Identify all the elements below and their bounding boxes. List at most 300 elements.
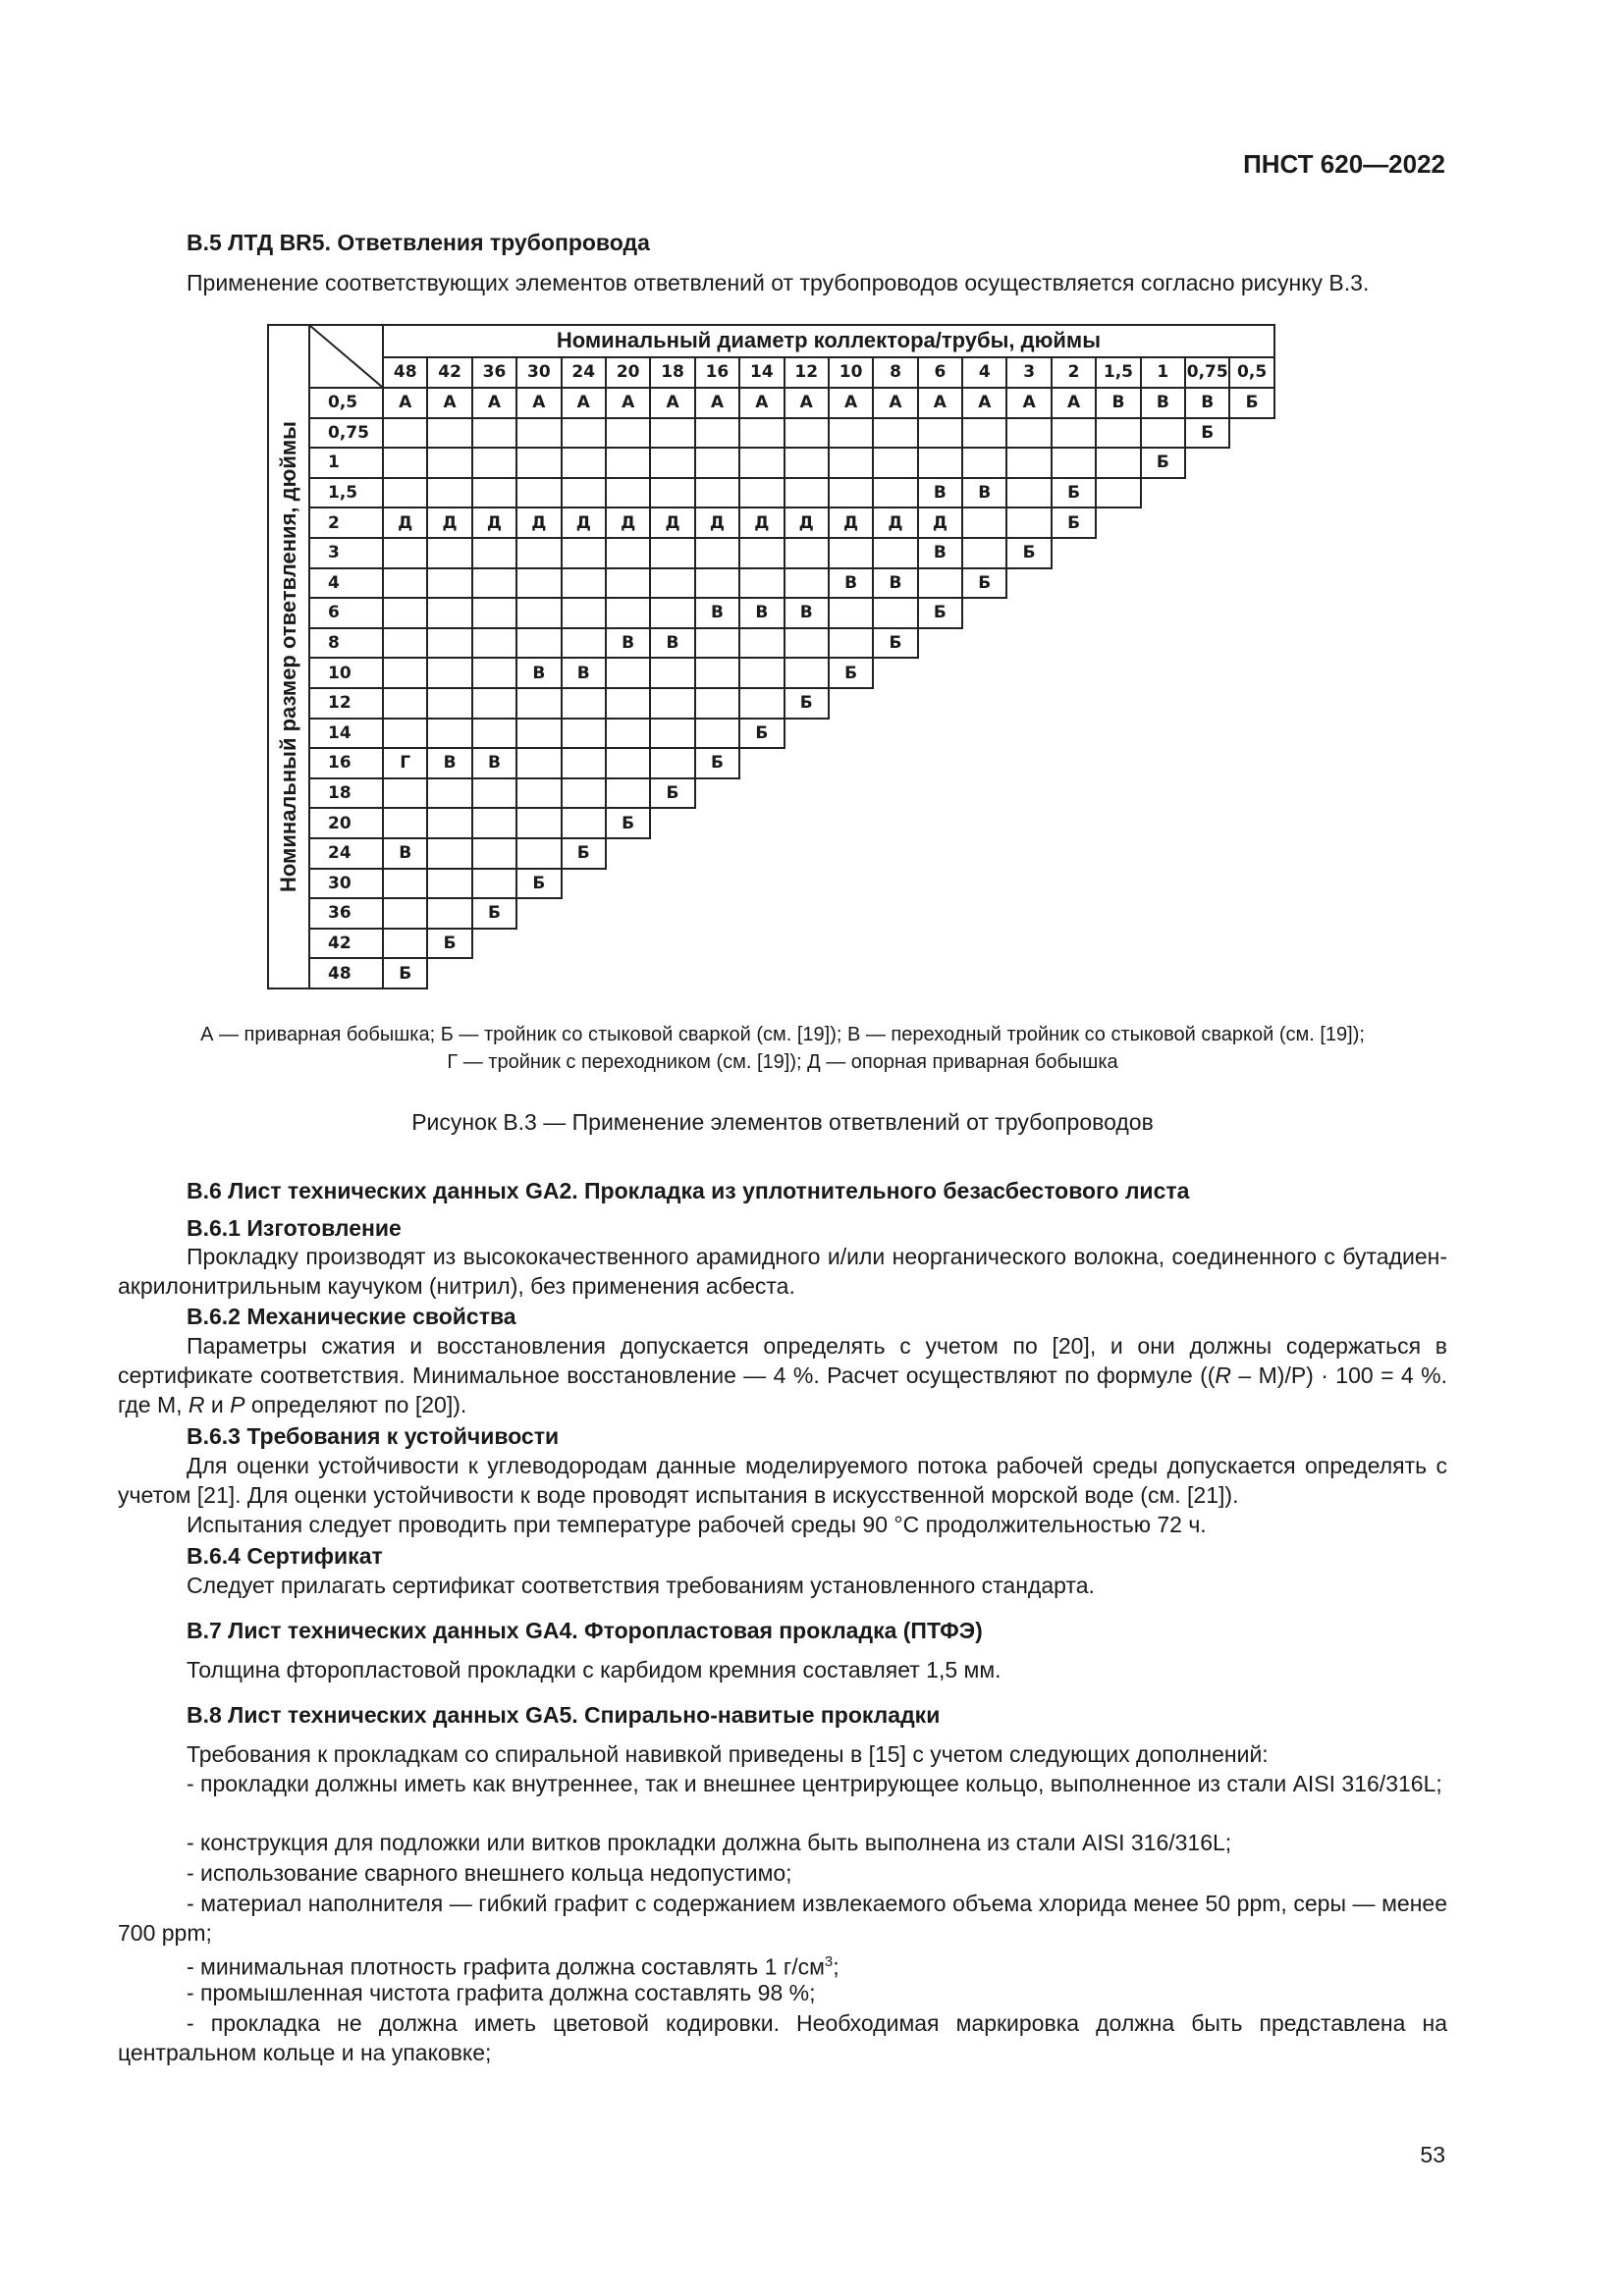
table-cell xyxy=(472,598,516,628)
column-label: 8 xyxy=(873,357,917,388)
section-b6-1-text: Прокладку производят из высококачественного арамидного и/или неорганического волокна, соединенного с бутадиен-акрилонитрильным каучуком (нитрил), без применения асбеста. xyxy=(118,1244,1447,1299)
table-cell xyxy=(873,418,917,449)
table-cell xyxy=(427,808,471,838)
table-cell xyxy=(1006,418,1051,449)
empty-area xyxy=(1185,448,1274,478)
table-cell xyxy=(606,448,650,478)
table-cell xyxy=(472,808,516,838)
section-b8-item-7: - прокладка не должна иметь цветовой кодировки. Необходимая маркировка должна быть представлена на центральном кольце и на упаковке; xyxy=(118,2010,1447,2065)
table-cell xyxy=(427,418,471,449)
table-cell xyxy=(383,898,427,929)
table-cell: А xyxy=(427,388,471,418)
table-cell: В xyxy=(1096,388,1140,418)
corner-cell xyxy=(309,325,383,388)
table-cell: Д xyxy=(562,507,606,538)
table-cell xyxy=(516,778,561,809)
table-cell xyxy=(695,538,739,568)
table-cell xyxy=(383,568,427,599)
table-cell xyxy=(739,448,784,478)
table-cell: А xyxy=(562,388,606,418)
table-cell: Б xyxy=(650,778,694,809)
table-cell xyxy=(427,898,471,929)
table-row xyxy=(268,838,1274,869)
empty-area xyxy=(873,658,1274,688)
table-row xyxy=(268,448,1274,478)
row-label: 1,5 xyxy=(309,478,383,508)
table-cell: Б xyxy=(1006,538,1051,568)
table-cell: Б xyxy=(918,598,962,628)
table-row xyxy=(268,958,1274,988)
empty-area xyxy=(918,628,1274,659)
column-label: 42 xyxy=(427,357,471,388)
section-b8-item-2: - конструкция для подложки или витков прокладки должна быть выполнена из стали AISI 316/316L; xyxy=(187,1830,1232,1855)
row-label: 0,5 xyxy=(309,388,383,418)
table-cell xyxy=(918,448,962,478)
table-cell xyxy=(427,688,471,719)
table-cell: Б xyxy=(739,719,784,749)
row-header-title: Номинальный размер ответвления, дюймы xyxy=(276,420,300,892)
table-cell: Б xyxy=(516,869,561,899)
table-cell xyxy=(383,929,427,959)
empty-area xyxy=(829,688,1274,719)
table-cell: Д xyxy=(829,507,873,538)
section-b6-2-text: Параметры сжатия и восстановления допускается определять с учетом по [20], и они должны содержаться в сертификате соответствия. Минимальное восстановление — 4 %. Расчет осуществляют по формуле ((R – M)/P) · 100 = 4 %. где М, R и P определяют по [20]). xyxy=(118,1333,1447,1417)
table-cell xyxy=(516,628,561,659)
empty-area xyxy=(962,598,1274,628)
row-label: 16 xyxy=(309,748,383,778)
table-cell xyxy=(427,598,471,628)
table-cell xyxy=(962,538,1006,568)
table-cell: Д xyxy=(785,507,829,538)
table-cell: Б xyxy=(962,568,1006,599)
table-cell xyxy=(383,688,427,719)
section-b8-item-4: - материал наполнителя — гибкий графит с содержанием извлекаемого объема хлорида менее 50 ppm, серы — менее 700 ppm; xyxy=(118,1891,1447,1946)
table-cell xyxy=(1006,448,1051,478)
row-label: 48 xyxy=(309,958,383,988)
table-cell xyxy=(383,418,427,449)
table-cell: А xyxy=(1006,388,1051,418)
table-cell: Г xyxy=(383,748,427,778)
section-b8-item-3: - использование сварного внешнего кольца недопустимо; xyxy=(187,1860,792,1886)
row-label: 4 xyxy=(309,568,383,599)
table-cell xyxy=(516,448,561,478)
table-cell xyxy=(562,748,606,778)
table-cell xyxy=(383,808,427,838)
table-cell xyxy=(829,448,873,478)
table-cell: В xyxy=(1185,388,1229,418)
table-row xyxy=(268,869,1274,899)
table-cell xyxy=(472,658,516,688)
table-cell xyxy=(650,658,694,688)
table-cell xyxy=(650,538,694,568)
table-row xyxy=(268,778,1274,809)
table-cell xyxy=(427,628,471,659)
table-cell xyxy=(785,658,829,688)
table-cell: А xyxy=(383,388,427,418)
table-cell: А xyxy=(739,388,784,418)
table-cell: Д xyxy=(606,507,650,538)
table-cell xyxy=(516,418,561,449)
table-cell: Б xyxy=(1141,448,1185,478)
table-cell xyxy=(739,418,784,449)
table-cell: А xyxy=(918,388,962,418)
table-cell: А xyxy=(962,388,1006,418)
document-code: ПНСТ 620—2022 xyxy=(1243,149,1445,179)
column-label: 1,5 xyxy=(1096,357,1140,388)
table-cell: В xyxy=(918,538,962,568)
table-cell xyxy=(606,719,650,749)
section-b8-item-5: - минимальная плотность графита должна составлять 1 $г/см^3$; xyxy=(187,1953,839,1980)
row-label: 36 xyxy=(309,898,383,929)
table-cell: Д xyxy=(516,507,561,538)
table-row xyxy=(268,388,1274,418)
table-cell: Б xyxy=(472,898,516,929)
table-cell xyxy=(829,538,873,568)
table-cell: В xyxy=(383,838,427,869)
table-cell xyxy=(606,658,650,688)
table-cell: А xyxy=(516,388,561,418)
section-b6-heading: В.6 Лист технических данных GA2. Прокладка из уплотнительного безасбестового листа xyxy=(187,1178,1190,1203)
table-cell: Д xyxy=(918,507,962,538)
table-cell: В xyxy=(785,598,829,628)
table-cell xyxy=(606,568,650,599)
table-cell xyxy=(650,568,694,599)
table-cell xyxy=(873,598,917,628)
table-cell xyxy=(650,688,694,719)
table-cell: А xyxy=(606,388,650,418)
empty-area xyxy=(1096,507,1274,538)
table-cell xyxy=(739,538,784,568)
table-cell xyxy=(562,808,606,838)
table-cell xyxy=(606,538,650,568)
table-cell xyxy=(785,538,829,568)
table-cell: Б xyxy=(785,688,829,719)
table-cell xyxy=(516,478,561,508)
table-cell: Б xyxy=(695,748,739,778)
table-cell: А xyxy=(1052,388,1096,418)
table-cell: А xyxy=(785,388,829,418)
page-number: 53 xyxy=(1420,2142,1445,2167)
table-row xyxy=(268,478,1274,508)
table-cell xyxy=(516,719,561,749)
table-row xyxy=(268,538,1274,568)
table-cell xyxy=(383,719,427,749)
section-b8-item-1: - прокладки должны иметь как внутреннее, так и внешнее центрирующее кольцо, выполненное из стали AISI 316/316L; xyxy=(187,1771,1442,1796)
row-label: 12 xyxy=(309,688,383,719)
branch-table-grid xyxy=(267,324,1275,989)
column-label: 36 xyxy=(472,357,516,388)
table-cell xyxy=(472,778,516,809)
empty-area xyxy=(472,929,1274,959)
table-cell xyxy=(562,478,606,508)
table-cell xyxy=(472,719,516,749)
table-cell xyxy=(516,688,561,719)
table-cell: В xyxy=(562,658,606,688)
column-label: 10 xyxy=(829,357,873,388)
row-header-cell xyxy=(268,325,309,988)
table-cell: А xyxy=(829,388,873,418)
table-cell xyxy=(873,478,917,508)
table-cell xyxy=(1006,507,1051,538)
column-label: 0,75 xyxy=(1185,357,1229,388)
table-cell: Б xyxy=(1052,507,1096,538)
row-label: 0,75 xyxy=(309,418,383,449)
table-cell xyxy=(785,628,829,659)
column-label: 0,5 xyxy=(1229,357,1273,388)
table-cell xyxy=(562,598,606,628)
table-cell: Д xyxy=(650,507,694,538)
empty-area xyxy=(1141,478,1274,508)
table-cell xyxy=(695,658,739,688)
figure-legend xyxy=(118,1021,1447,1076)
table-cell: В xyxy=(873,568,917,599)
table-cell: Б xyxy=(829,658,873,688)
legend-line-2: Г — тройник с переходником (см. [19]); Д — опорная приварная бобышка xyxy=(447,1051,1118,1073)
table-cell xyxy=(562,568,606,599)
row-label: 24 xyxy=(309,838,383,869)
figure-caption: Рисунок В.3 — Применение элементов ответвлений от трубопроводов xyxy=(411,1109,1154,1135)
table-cell xyxy=(427,448,471,478)
table-cell: Д xyxy=(427,507,471,538)
table-cell xyxy=(562,538,606,568)
table-cell xyxy=(962,418,1006,449)
table-cell xyxy=(606,598,650,628)
table-cell xyxy=(1052,448,1096,478)
table-cell xyxy=(562,688,606,719)
table-cell: В xyxy=(516,658,561,688)
empty-area xyxy=(739,748,1274,778)
table-cell xyxy=(383,448,427,478)
table-cell: Б xyxy=(1185,418,1229,449)
table-cell: Б xyxy=(873,628,917,659)
table-cell xyxy=(383,628,427,659)
table-cell xyxy=(427,658,471,688)
table-cell xyxy=(472,869,516,899)
table-cell xyxy=(650,418,694,449)
table-cell xyxy=(606,748,650,778)
table-cell xyxy=(785,418,829,449)
column-label: 12 xyxy=(785,357,829,388)
empty-area xyxy=(516,898,1274,929)
table-cell: В xyxy=(962,478,1006,508)
row-label: 10 xyxy=(309,658,383,688)
table-cell xyxy=(516,598,561,628)
table-cell: В xyxy=(695,598,739,628)
table-cell xyxy=(1006,478,1051,508)
empty-area xyxy=(427,958,1273,988)
table-cell: Б xyxy=(427,929,471,959)
row-label: 6 xyxy=(309,598,383,628)
table-row xyxy=(268,658,1274,688)
table-cell xyxy=(695,568,739,599)
table-cell xyxy=(427,568,471,599)
table-cell xyxy=(472,688,516,719)
row-label: 1 xyxy=(309,448,383,478)
row-label: 3 xyxy=(309,538,383,568)
row-label: 2 xyxy=(309,507,383,538)
table-cell xyxy=(606,778,650,809)
table-cell xyxy=(695,478,739,508)
table-cell xyxy=(472,538,516,568)
table-cell xyxy=(562,448,606,478)
table-cell: Д xyxy=(472,507,516,538)
row-label: 8 xyxy=(309,628,383,659)
table-cell xyxy=(650,448,694,478)
table-cell xyxy=(650,719,694,749)
section-b6-4-heading: В.6.4 Сертификат xyxy=(187,1543,383,1569)
table-cell xyxy=(606,478,650,508)
table-cell xyxy=(739,478,784,508)
section-b8-intro: Требования к прокладкам со спиральной навивкой приведены в [15] с учетом следующих дополнений: xyxy=(187,1741,1269,1767)
table-cell: А xyxy=(472,388,516,418)
section-b6-1-heading: В.6.1 Изготовление xyxy=(187,1215,402,1241)
branch-connection-table xyxy=(267,324,1275,989)
empty-area xyxy=(785,719,1274,749)
empty-area xyxy=(1006,568,1273,599)
table-row xyxy=(268,628,1274,659)
table-cell xyxy=(739,628,784,659)
table-cell: В xyxy=(739,598,784,628)
column-label: 48 xyxy=(383,357,427,388)
table-cell xyxy=(1141,418,1185,449)
section-b6-3-text-2: Испытания следует проводить при температуре рабочей среды 90 °С продолжительностью 72 ч. xyxy=(187,1512,1207,1537)
table-cell xyxy=(962,448,1006,478)
table-cell: Д xyxy=(695,507,739,538)
table-cell: В xyxy=(829,568,873,599)
table-row xyxy=(268,808,1274,838)
table-row xyxy=(268,568,1274,599)
table-row xyxy=(268,719,1274,749)
table-cell: В xyxy=(472,748,516,778)
table-cell xyxy=(427,838,471,869)
column-label: 14 xyxy=(739,357,784,388)
table-cell xyxy=(427,869,471,899)
table-cell xyxy=(427,478,471,508)
row-label: 42 xyxy=(309,929,383,959)
column-header-title: Номинальный диаметр коллектора/трубы, дюймы xyxy=(383,325,1274,357)
table-cell xyxy=(383,778,427,809)
legend-line-1: А — приварная бобышка; Б — тройник со стыковой сваркой (см. [19]); В — переходный тройник со стыковой сваркой (см. [19]); xyxy=(200,1024,1365,1045)
empty-area xyxy=(1052,538,1274,568)
column-label: 4 xyxy=(962,357,1006,388)
table-cell: В xyxy=(427,748,471,778)
table-cell: В xyxy=(650,628,694,659)
table-cell xyxy=(606,418,650,449)
empty-area xyxy=(650,808,1273,838)
column-label: 6 xyxy=(918,357,962,388)
table-cell xyxy=(427,719,471,749)
row-label: 20 xyxy=(309,808,383,838)
table-cell xyxy=(695,418,739,449)
table-cell xyxy=(562,719,606,749)
table-cell: Б xyxy=(1229,388,1273,418)
table-cell xyxy=(383,538,427,568)
section-b6-4-text: Следует прилагать сертификат соответствия требованиям установленного стандарта. xyxy=(187,1573,1095,1598)
table-cell: В xyxy=(1141,388,1185,418)
empty-area xyxy=(695,778,1274,809)
table-cell: Б xyxy=(383,958,427,988)
table-row xyxy=(268,688,1274,719)
table-cell xyxy=(739,688,784,719)
table-cell xyxy=(829,598,873,628)
section-b5-text: Применение соответствующих элементов ответвлений от трубопроводов осуществляется согласно рисунку В.3. xyxy=(187,270,1370,295)
table-cell xyxy=(606,688,650,719)
table-cell xyxy=(562,628,606,659)
table-cell xyxy=(1052,418,1096,449)
column-label: 18 xyxy=(650,357,694,388)
row-label: 18 xyxy=(309,778,383,809)
table-cell xyxy=(383,658,427,688)
table-cell xyxy=(829,478,873,508)
table-cell xyxy=(516,748,561,778)
table-cell xyxy=(918,568,962,599)
table-row xyxy=(268,929,1274,959)
table-cell xyxy=(1096,418,1140,449)
table-cell xyxy=(472,838,516,869)
table-cell xyxy=(695,688,739,719)
table-cell xyxy=(650,478,694,508)
table-cell xyxy=(427,778,471,809)
column-label: 3 xyxy=(1006,357,1051,388)
column-label: 30 xyxy=(516,357,561,388)
table-cell xyxy=(1096,448,1140,478)
table-row xyxy=(268,507,1274,538)
table-cell xyxy=(785,568,829,599)
table-cell xyxy=(562,418,606,449)
table-cell xyxy=(562,778,606,809)
table-cell xyxy=(472,418,516,449)
table-cell xyxy=(1096,478,1140,508)
table-cell xyxy=(650,598,694,628)
table-cell xyxy=(962,507,1006,538)
table-cell xyxy=(695,719,739,749)
table-cell xyxy=(516,568,561,599)
table-cell xyxy=(472,628,516,659)
column-label: 16 xyxy=(695,357,739,388)
table-cell xyxy=(383,478,427,508)
table-cell xyxy=(516,838,561,869)
table-cell xyxy=(739,658,784,688)
section-b7-text: Толщина фторопластовой прокладки с карбидом кремния составляет 1,5 мм. xyxy=(187,1657,1001,1682)
row-label: 14 xyxy=(309,719,383,749)
table-row xyxy=(268,418,1274,449)
table-cell: В xyxy=(918,478,962,508)
table-cell xyxy=(829,418,873,449)
table-cell xyxy=(650,748,694,778)
section-b8-item-6: - промышленная чистота графита должна составлять 98 %; xyxy=(187,1980,816,2005)
table-cell: Д xyxy=(739,507,784,538)
section-b6-3-text-1: Для оценки устойчивости к углеводородам данные моделируемого потока рабочей среды допускается определять с учетом [21]. Для оценки устойчивости к воде проводят испытания в искусственной морской воде (см. [21]). xyxy=(118,1453,1447,1508)
table-cell: А xyxy=(695,388,739,418)
column-label: 24 xyxy=(562,357,606,388)
table-row xyxy=(268,748,1274,778)
table-cell: Д xyxy=(873,507,917,538)
table-cell xyxy=(918,418,962,449)
table-cell xyxy=(695,628,739,659)
table-cell xyxy=(472,478,516,508)
column-label: 20 xyxy=(606,357,650,388)
table-cell xyxy=(383,598,427,628)
section-b6-2-heading: В.6.2 Механические свойства xyxy=(187,1304,516,1329)
table-cell xyxy=(427,538,471,568)
table-cell xyxy=(472,568,516,599)
table-cell: Б xyxy=(1052,478,1096,508)
table-row xyxy=(268,598,1274,628)
empty-area xyxy=(606,838,1274,869)
table-cell: Д xyxy=(383,507,427,538)
table-cell: В xyxy=(606,628,650,659)
table-cell xyxy=(873,448,917,478)
